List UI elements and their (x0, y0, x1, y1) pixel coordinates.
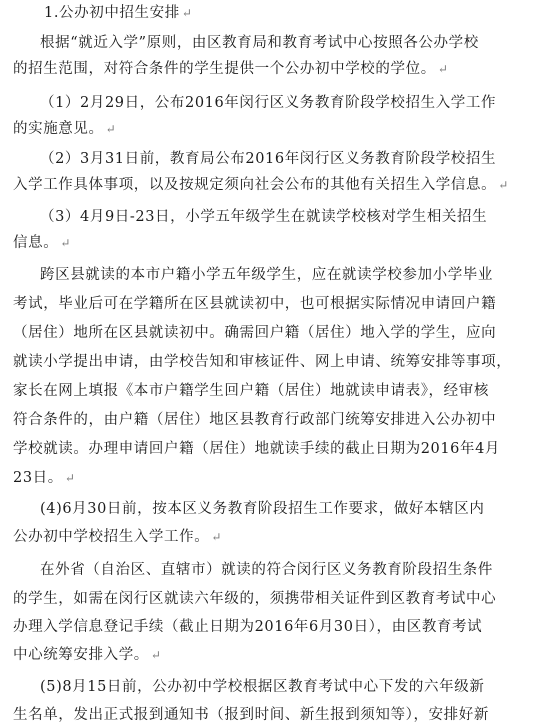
paragraph-line (40, 262, 493, 288)
paragraph-line (13, 586, 496, 612)
paragraph-mark: ↵ (105, 122, 116, 136)
line-text: 办理入学信息登记手续（截止日期为2016年6月30日），由区教育考试 (13, 619, 483, 635)
paragraph-line (40, 557, 493, 583)
line-text: （3）4月9日-23日，小学五年级学生在就读学校核对学生相关招生 (40, 209, 488, 225)
line-text: 的实施意见。 (13, 121, 104, 137)
line-text: 信息。 (13, 235, 59, 251)
paragraph-line (13, 320, 496, 346)
paragraph-line (13, 642, 161, 668)
paragraph-line (13, 291, 496, 317)
paragraph-mark: ↵ (64, 471, 75, 485)
line-text: 根据“就近入学”原则，由区教育局和教育考试中心按照各公办学校 (40, 35, 479, 51)
paragraph-mark: ↵ (211, 530, 222, 544)
line-text: 入学工作具体事项，以及按规定须向社会公布的其他有关招生入学信息。 (13, 177, 497, 193)
line-text: （居住）地所在区县就读初中。确需回户籍（居住）地入学的学生，应向 (13, 325, 497, 341)
line-text: (4)6月30日前，按本区义务教育阶段招生工作要求，做好本辖区内 (40, 501, 485, 517)
paragraph-line (40, 496, 484, 522)
line-text: 符合条件的，由户籍（居住）地区县教育行政部门统筹安排进入公办初中 (13, 412, 497, 428)
paragraph-line (40, 30, 479, 56)
paragraph-line (13, 172, 508, 198)
paragraph-line (13, 378, 489, 404)
paragraph-line (13, 349, 511, 375)
line-text: 跨区县就读的本市户籍小学五年级学生，应在就读学校参加小学毕业 (40, 267, 493, 283)
line-text: 生名单，发出正式报到通知书（报到时间、新生报到须知等），安排好新 (13, 707, 489, 723)
line-text: 学校就读。办理申请回户籍（居住）地就读手续的截止日期为2016年4月 (13, 441, 501, 457)
line-text: 考试，毕业后可在学籍所在区县就读初中，也可根据实际情况申请回户籍 (13, 296, 497, 312)
line-text: （1）2月29日，公布2016年闵行区义务教育阶段学校招生入学工作 (40, 95, 497, 111)
paragraph-line (13, 436, 500, 462)
paragraph-line (13, 702, 489, 727)
paragraph-mark: ↵ (150, 648, 161, 662)
paragraph-line (40, 90, 496, 116)
paragraph-line (13, 465, 75, 491)
paragraph-line (13, 524, 221, 550)
line-text: 23日。 (13, 470, 63, 486)
line-text: 中心统筹安排入学。 (13, 647, 149, 663)
paragraph-mark: ↵ (498, 178, 509, 192)
paragraph-line (13, 230, 70, 256)
line-text: （2）3月31日前，教育局公布2016年闵行区义务教育阶段学校招生 (40, 151, 497, 167)
paragraph-line (40, 204, 487, 230)
line-text: 公办初中学校招生入学工作。 (13, 529, 210, 545)
line-text: 家长在网上填报《本市户籍学生回户籍（居住）地就读申请表》，经审核 (13, 383, 489, 399)
paragraph-line (13, 407, 496, 433)
paragraph-line (13, 56, 448, 82)
paragraph-mark: ↵ (181, 6, 192, 20)
paragraph-line (13, 116, 116, 142)
paragraph-line (13, 614, 482, 640)
paragraph-line (40, 146, 496, 172)
heading-text: 1.公办初中招生安排 (44, 5, 180, 21)
paragraph-line (40, 674, 484, 700)
line-text: 的招生范围，对符合条件的学生提供一个公办初中学校的学位。 (13, 61, 436, 77)
paragraph-mark: ↵ (437, 62, 448, 76)
line-text: (5)8月15日前，公办初中学校根据区教育考试中心下发的六年级新 (40, 679, 485, 695)
line-text: 在外省（自治区、直辖市）就读的符合闵行区义务教育阶段招生条件 (40, 562, 493, 578)
line-text: 的学生，如需在闵行区就读六年级的，须携带相关证件到区教育考试中心 (13, 591, 497, 607)
paragraph-mark: ↵ (60, 236, 71, 250)
section-heading (44, 0, 192, 26)
line-text: 就读小学提出申请，由学校告知和审核证件、网上申请、统筹安排等事项， (13, 354, 512, 370)
